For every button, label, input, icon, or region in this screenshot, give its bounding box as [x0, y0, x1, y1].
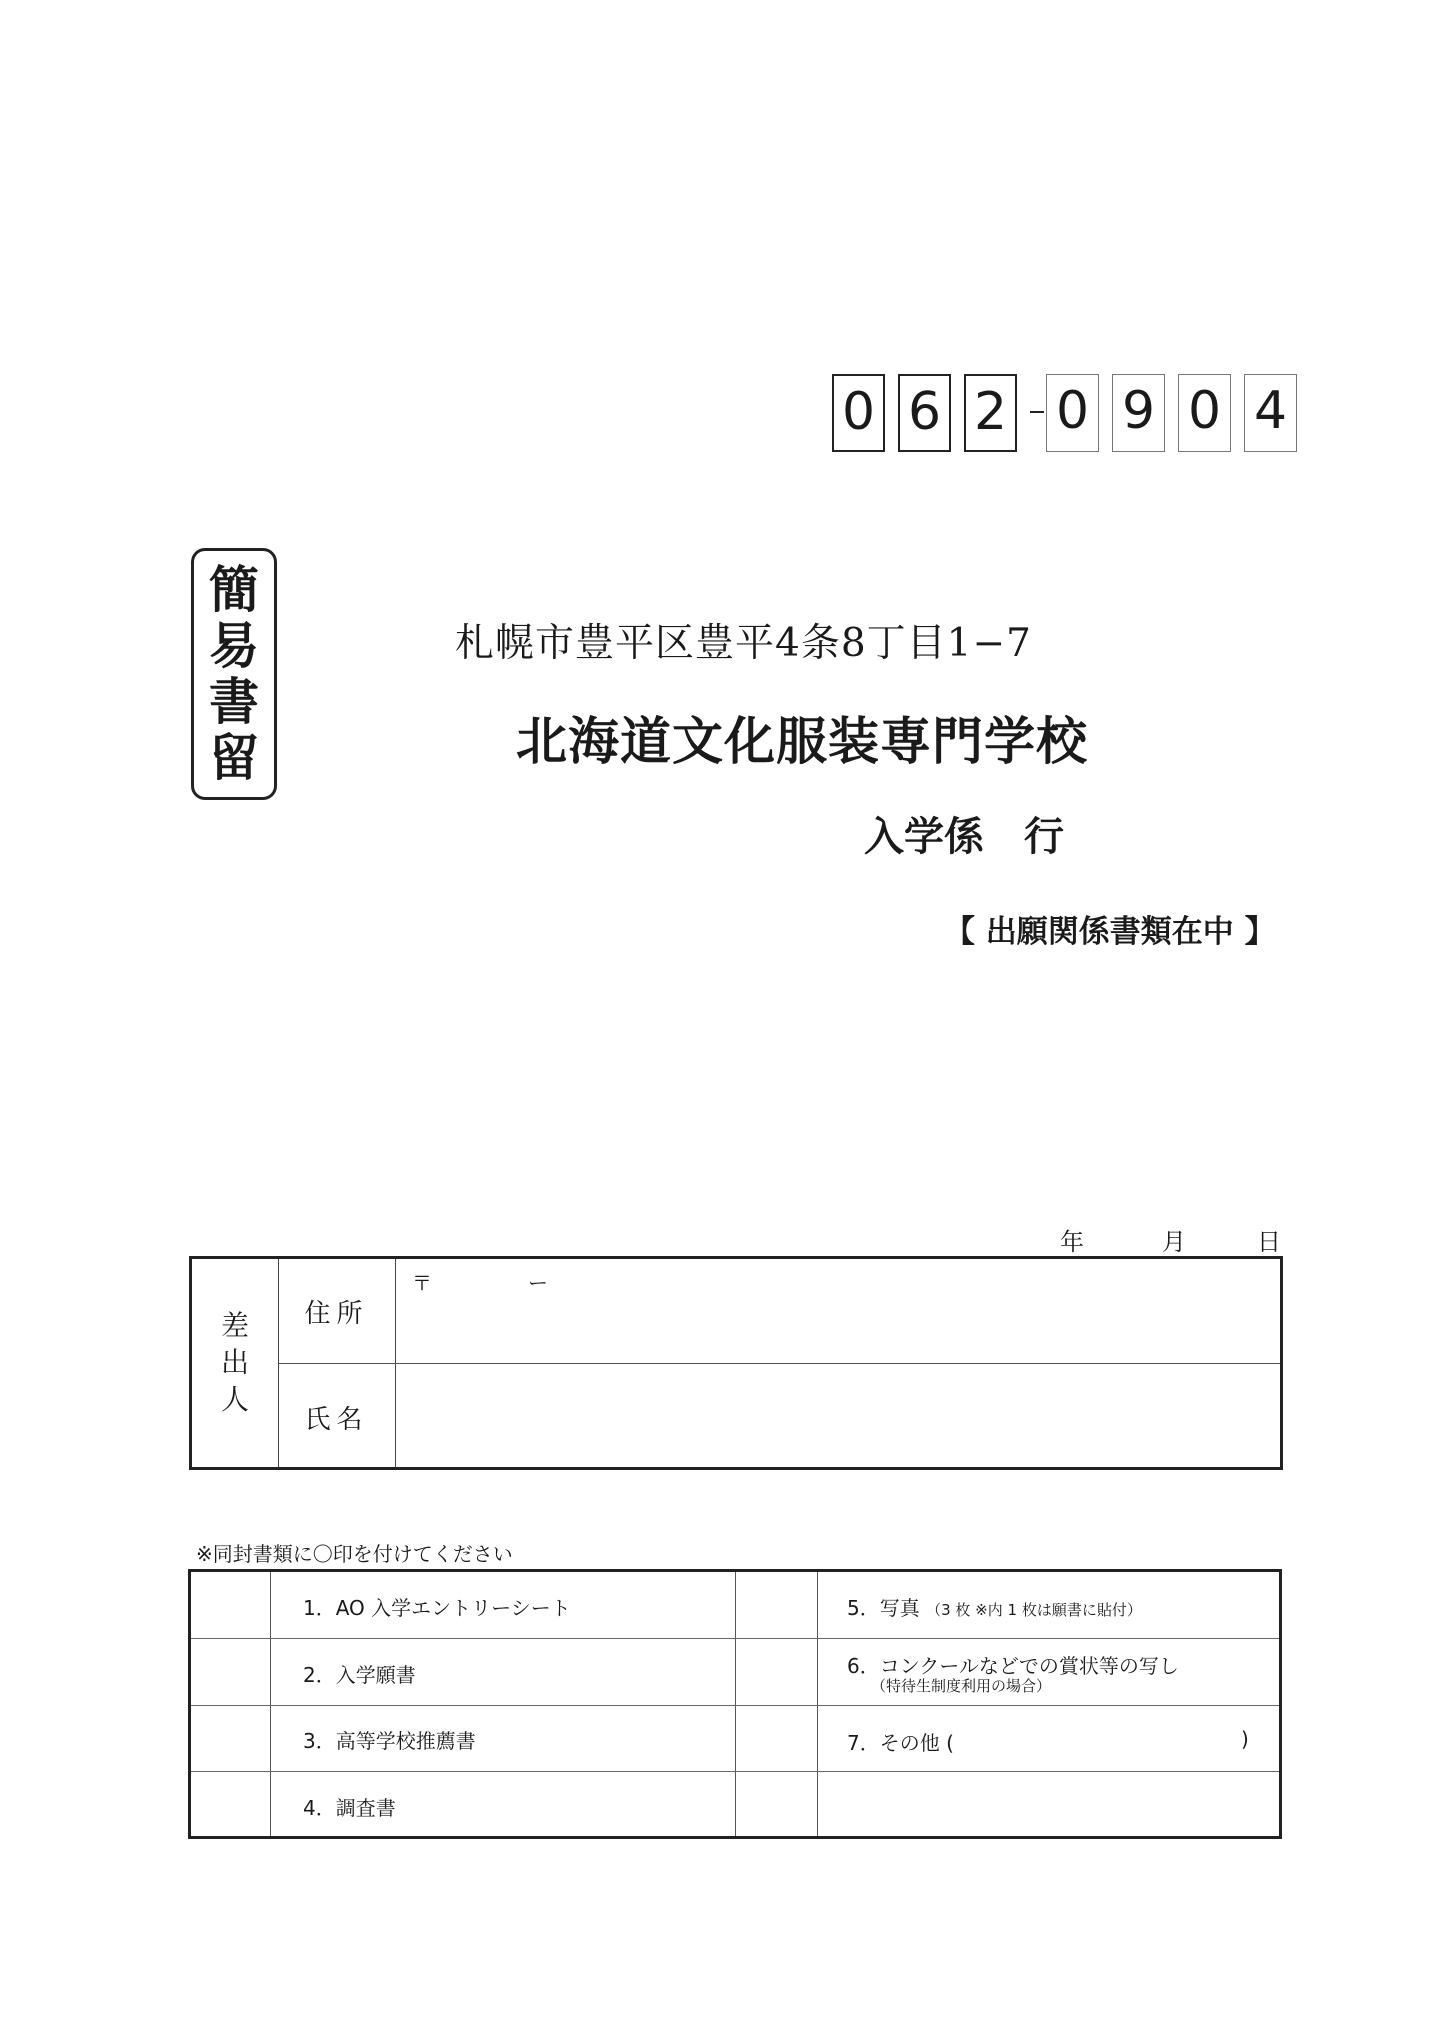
divider: [278, 1363, 1280, 1364]
postal-digit: 4: [1244, 374, 1297, 452]
date-day: 日: [1257, 1228, 1281, 1256]
postal-digit: 0: [1178, 374, 1231, 452]
sender-label-char: 人: [220, 1383, 249, 1416]
checklist-item-main: 5．写真: [847, 1596, 920, 1620]
checklist-note: ※同封書類に〇印を付けてください: [196, 1542, 513, 1566]
sender-name-label: 氏名: [304, 1405, 369, 1435]
date-month: 月: [1162, 1228, 1186, 1256]
sender-table: [189, 1256, 1283, 1470]
checklist-item-close: ): [1241, 1727, 1249, 1751]
recipient-address: 札幌市豊平区豊平4条8丁目1−7: [455, 621, 1032, 666]
checklist-item: [847, 1592, 1142, 1621]
divider: [191, 1771, 1279, 1772]
postal-separator: [1030, 411, 1044, 413]
checklist-item-sub: （3 枚 ※内 1 枚は願書に貼付）: [926, 1601, 1142, 1619]
checklist-item-main: 6．コンクールなどでの賞状等の写し: [847, 1654, 1179, 1678]
checklist-item: 4．調査書: [303, 1796, 396, 1820]
recipient-department: 入学係 行: [864, 813, 1064, 860]
checklist-item-sub: （特待生制度利用の場合）: [871, 1677, 1052, 1695]
checklist-item-main: 7．その他 (: [847, 1731, 954, 1755]
divider: [191, 1705, 1279, 1706]
checklist-table: [188, 1569, 1282, 1839]
sender-label: [192, 1307, 278, 1418]
sender-postal-dash: ー: [528, 1271, 548, 1295]
divider: [735, 1572, 736, 1836]
postal-digit: 9: [1112, 374, 1165, 452]
registered-mail-badge: [191, 548, 277, 800]
checklist-item: 1．AO 入学エントリーシート: [303, 1596, 571, 1620]
enclosed-notice: 【 出願関係書類在中 】: [944, 914, 1276, 950]
date-line: [1060, 1222, 1282, 1256]
divider: [270, 1572, 271, 1836]
sender-postal-mark: 〒: [412, 1271, 432, 1295]
recipient-school-name: 北海道文化服装専門学校: [516, 712, 1089, 772]
sender-label-char: 出: [220, 1346, 249, 1379]
postal-digit: 0: [832, 374, 885, 452]
postal-digit: 6: [898, 374, 951, 452]
date-year: 年: [1060, 1228, 1084, 1256]
sender-address-label: 住所: [304, 1299, 369, 1329]
badge-char: 留: [209, 729, 259, 787]
badge-char: 簡: [209, 561, 259, 619]
postal-digit: 2: [964, 374, 1017, 452]
sender-label-char: 差: [220, 1309, 249, 1342]
checklist-item: 2．入学願書: [303, 1663, 416, 1687]
badge-char: 書: [209, 673, 259, 731]
divider: [191, 1638, 1279, 1639]
badge-char: 易: [209, 617, 259, 675]
postal-digit: 0: [1046, 374, 1099, 452]
divider: [817, 1572, 818, 1836]
checklist-item: 3．高等学校推薦書: [303, 1729, 476, 1753]
